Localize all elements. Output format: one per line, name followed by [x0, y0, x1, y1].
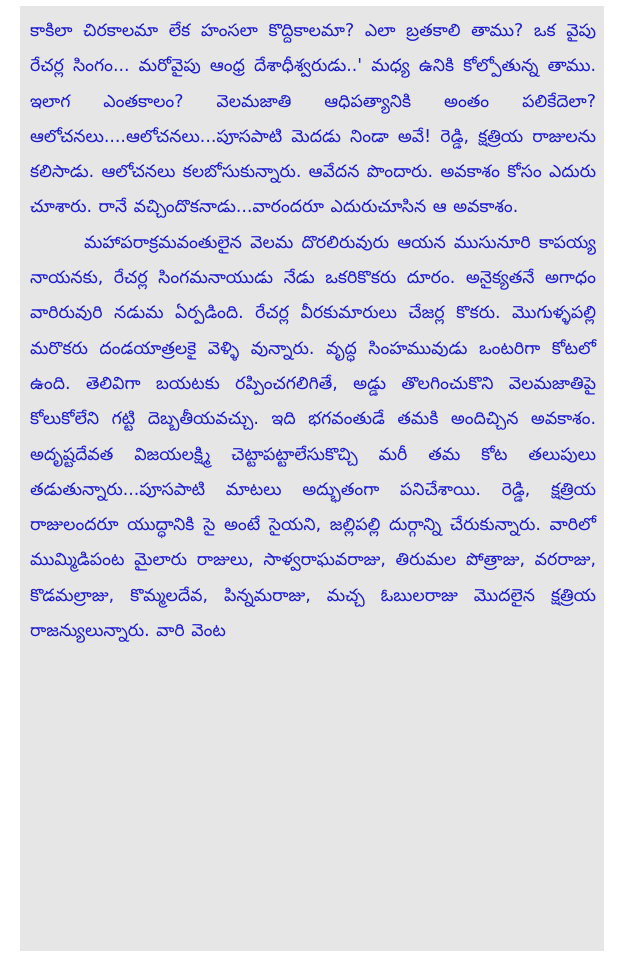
paragraph-1: కాకిలా చిరకాలమా లేక హంసలా కొద్దికాలమా? ఎలా బ్రతకాలి తాము? ఒక వైపు రేచర్ల సింగం... మరోవైపు ఆంధ్ర దేశాధీశ్వరుడు..' మధ్య ఉనికి కోల్పోతున్న తాము. ఇలాగ ఎంతకాలం? వెలమజాతి ఆధిపత్యానికి అంతం పలికేదెలా? ఆలోచనలు....ఆలోచనలు...పూసపాటి మెదడు నిండా అవే! రెడ్డి, క్షత్రియ రాజులను కలిసాడు. ఆలోచనలు కలబోసుకున్నారు. ఆవేదన పొందారు. అవకాశం కోసం ఎదురు చూశారు. రానే వచ్చిందొకనాడు...వారందరూ ఎదురుచూసిన ఆ అవకాశం.	[30, 21, 596, 218]
document-page	[20, 6, 604, 951]
paragraph-2: మహాపరాక్రమవంతులైన వెలమ దొరలిరువురు ఆయన ముసునూరి కాపయ్య నాయనకు, రేచర్ల సింగమనాయుడు నేడు ఒకరికొకరు దూరం. అనైక్యతనే అగాధం వారిరువురి నడుమ ఏర్పడింది. రేచర్ల వీరకుమారులు చేజర్ల కొకరు. మొగుళ్ళపల్లి మరొకరు దండయాత్రలకై వెళ్ళి వున్నారు. వృద్ధ సింహమువుడు ఒంటరిగా కోటలో ఉంది. తెలివిగా బయటకు రప్పించగలిగితే, అడ్డు తొలగించుకొని వెలమజాతిపై కోలుకోలేని గట్టి దెబ్బతీయవచ్చు. ఇది భగవంతుడే తమకి అందిచ్చిన అవకాశం. అదృష్టదేవత విజయలక్ష్మి చెట్టాపట్టాలేసుకొచ్చి మరీ తమ కోట తలుపులు తడుతున్నారు...పూసపాటి మాటలు అద్భుతంగా పనిచేశాయి. రెడ్డి, క్షత్రియ రాజులందరూ యుద్ధానికి సై అంటే సైయని, జల్లిపల్లి దుర్గాన్ని చేరుకున్నారు. వారిలో ముమ్మిడిపంట మైలారు రాజులు, సాళ్వరాఘవరాజు, తిరుమల పోత్రాజు, వరరాజు, కొడమల్రాజు, కొమ్మలదేవ, పిన్నమరాజు, మచ్చ ఓబులరాజు మొదలైన క్షత్రియ రాజన్యులున్నారు. వారి వెంట	[30, 232, 596, 642]
